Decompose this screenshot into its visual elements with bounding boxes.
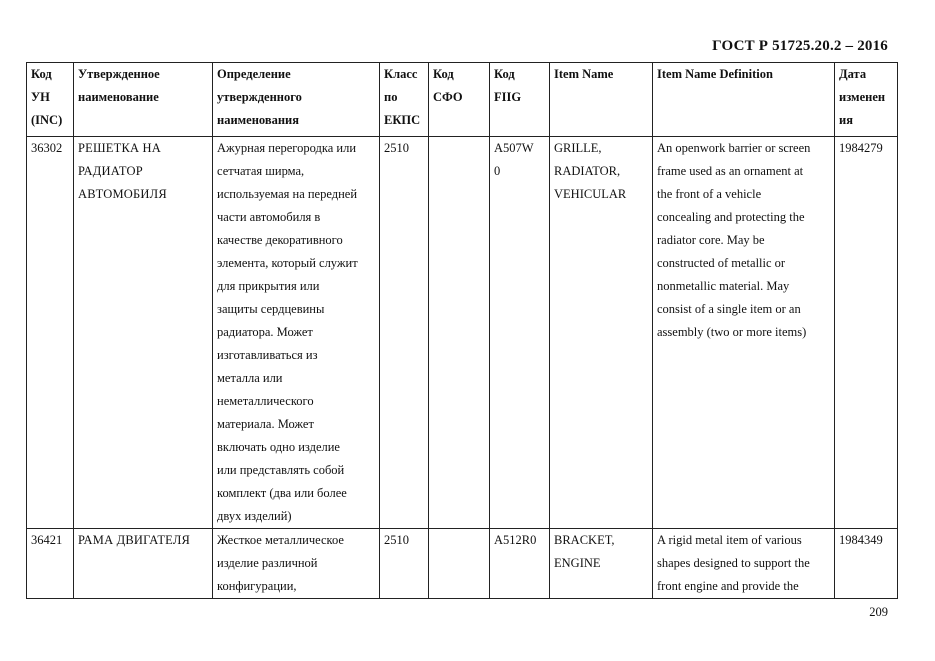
cell-date: 1984349	[835, 529, 898, 599]
col-header-approved-name: Утвержденное наименование	[74, 63, 213, 137]
cell-approved-name: РЕШЕТКА НА РАДИАТОР АВТОМОБИЛЯ	[74, 137, 213, 529]
cell-fiig: A512R0	[490, 529, 550, 599]
cell-item-name: BRACKET, ENGINE	[550, 529, 653, 599]
col-header-inc: Код УН (INC)	[27, 63, 74, 137]
standard-title: ГОСТ Р 51725.20.2 – 2016	[712, 38, 888, 54]
cell-definition: Ажурная перегородка или сетчатая ширма, используемая на передней части автомобиля в качестве декоративного элемента, который служит для прикрытия или защиты сердцевины радиатора. Может изготавливаться из металла или неметаллического материала. Может включать одно изделие или представлять собой комплект (два или более двух изделий)	[213, 137, 380, 529]
cell-item-definition: An openwork barrier or screen frame used as an ornament at the front of a vehicle concealing and protecting the radiator core. May be constructed of metallic or nonmetallic material. May consist of a single item or an assembly (two or more items)	[653, 137, 835, 529]
table-row	[27, 137, 898, 529]
cell-approved-name: РАМА ДВИГАТЕЛЯ	[74, 529, 213, 599]
cell-sfo	[429, 137, 490, 529]
cell-inc: 36302	[27, 137, 74, 529]
col-header-sfo: Код СФО	[429, 63, 490, 137]
cell-class: 2510	[380, 137, 429, 529]
col-header-date: Дата изменен ия	[835, 63, 898, 137]
col-header-item-definition: Item Name Definition	[653, 63, 835, 137]
cell-class: 2510	[380, 529, 429, 599]
col-header-fiig: Код FIIG	[490, 63, 550, 137]
col-header-item-name: Item Name	[550, 63, 653, 137]
col-header-definition: Определение утвержденного наименования	[213, 63, 380, 137]
cell-date: 1984279	[835, 137, 898, 529]
cell-item-definition: A rigid metal item of various shapes designed to support the front engine and provide the	[653, 529, 835, 599]
cell-fiig: A507W 0	[490, 137, 550, 529]
page-number: 209	[869, 605, 888, 619]
table-row	[27, 529, 898, 599]
col-header-class: Класс по ЕКПС	[380, 63, 429, 137]
cell-sfo	[429, 529, 490, 599]
cell-definition: Жесткое металлическое изделие различной конфигурации,	[213, 529, 380, 599]
cell-item-name: GRILLE, RADIATOR, VEHICULAR	[550, 137, 653, 529]
classification-table	[26, 62, 898, 599]
cell-inc: 36421	[27, 529, 74, 599]
table-header-row	[27, 63, 898, 137]
